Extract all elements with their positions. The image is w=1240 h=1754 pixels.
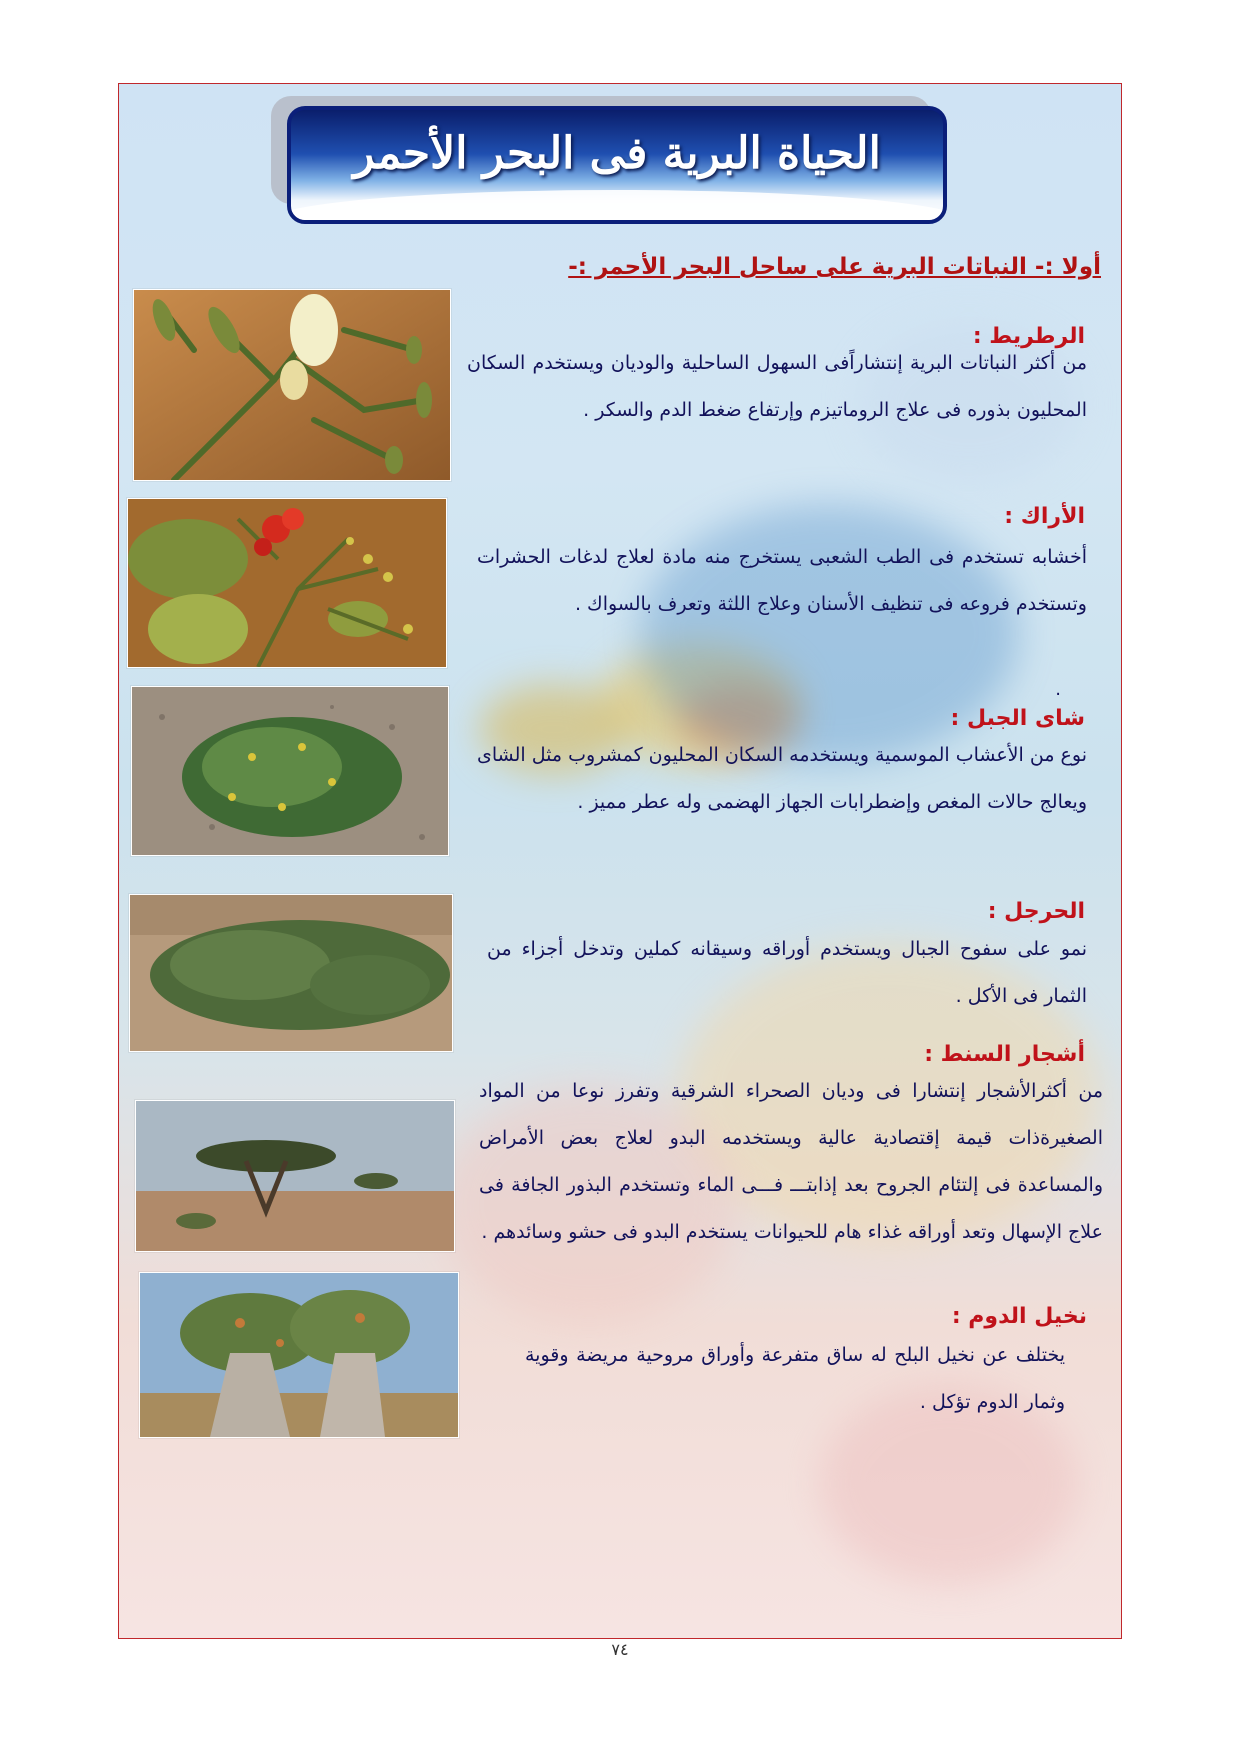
title-banner	[287, 106, 947, 224]
plant-heading: نخيل الدوم :	[951, 1304, 1087, 1329]
plant-description: نمو على سفوح الجبال ويستخدم أوراقه وسيقانه كملين وتدخل أجزاء من الثمار فى الأكل .	[487, 938, 1087, 1007]
title-banner-panel	[287, 106, 947, 224]
flowering-branch-photo	[133, 289, 451, 481]
plant-heading: شاى الجبل :	[950, 706, 1085, 731]
plant-heading: الرطريط :	[972, 324, 1085, 349]
plant-heading: أشجار السنط :	[924, 1042, 1085, 1067]
red-berry-branch-photo	[127, 498, 447, 668]
plant-description: من أكثر النباتات البرية إنتشاراًفى السهول الساحلية والوديان ويستخدم السكان المحليون بذوره فى علاج الروماتيزم وإرتفاع ضغط الدم والسكر .	[467, 352, 1087, 421]
acacia-tree-photo	[135, 1100, 455, 1252]
plant-description: أخشابه تستخدم فى الطب الشعبى يستخرج منه مادة لعلاج لدغات الحشرات وتستخدم فروعه فى تنظيف الأسنان وعلاج اللثة وتعرف بالسواك .	[477, 546, 1087, 615]
doum-palm-photo	[139, 1272, 459, 1438]
snow-landscape	[287, 190, 947, 224]
section-heading: أولا :- النباتات البرية على ساحل البحر الأحمر :-	[568, 254, 1101, 280]
plant-heading: الحرجل :	[987, 899, 1085, 924]
page-number: ٧٤	[611, 1640, 629, 1659]
page-frame	[118, 83, 1122, 1639]
shrub-photo	[129, 894, 453, 1052]
plant-description: من أكثرالأشجار إنتشارا فى وديان الصحراء الشرقية وتفرز نوعا من المواد الصغيرةذات قيمة إقتصادية عالية ويستخدمه البدو لعلاج بعض الأمراض والمساعدة فى إلتئام الجروح بعد إذابتـــ فـــى الماء وتستخدم البذور الجافة فى علاج الإسهال وتعد أوراقه غذاء هام للحيوانات يستخدم البدو فى حشو وسائدهم .	[479, 1080, 1103, 1243]
plant-description: يختلف عن نخيل البلح له ساق متفرعة وأوراق مروحية مريضة وقوية وثمار الدوم تؤكل .	[525, 1344, 1065, 1413]
plant-heading: الأراك :	[1004, 504, 1085, 529]
stray-mark: .	[1055, 679, 1061, 700]
desert-herb-photo	[131, 686, 449, 856]
plant-description: نوع من الأعشاب الموسمية ويستخدمه السكان المحليون كمشروب مثل الشاى ويعالج حالات المغص وإضطرابات الجهاز الهضمى وله عطر مميز .	[477, 744, 1087, 813]
page-title: الحياة البرية فى البحر الأحمر	[353, 128, 881, 179]
